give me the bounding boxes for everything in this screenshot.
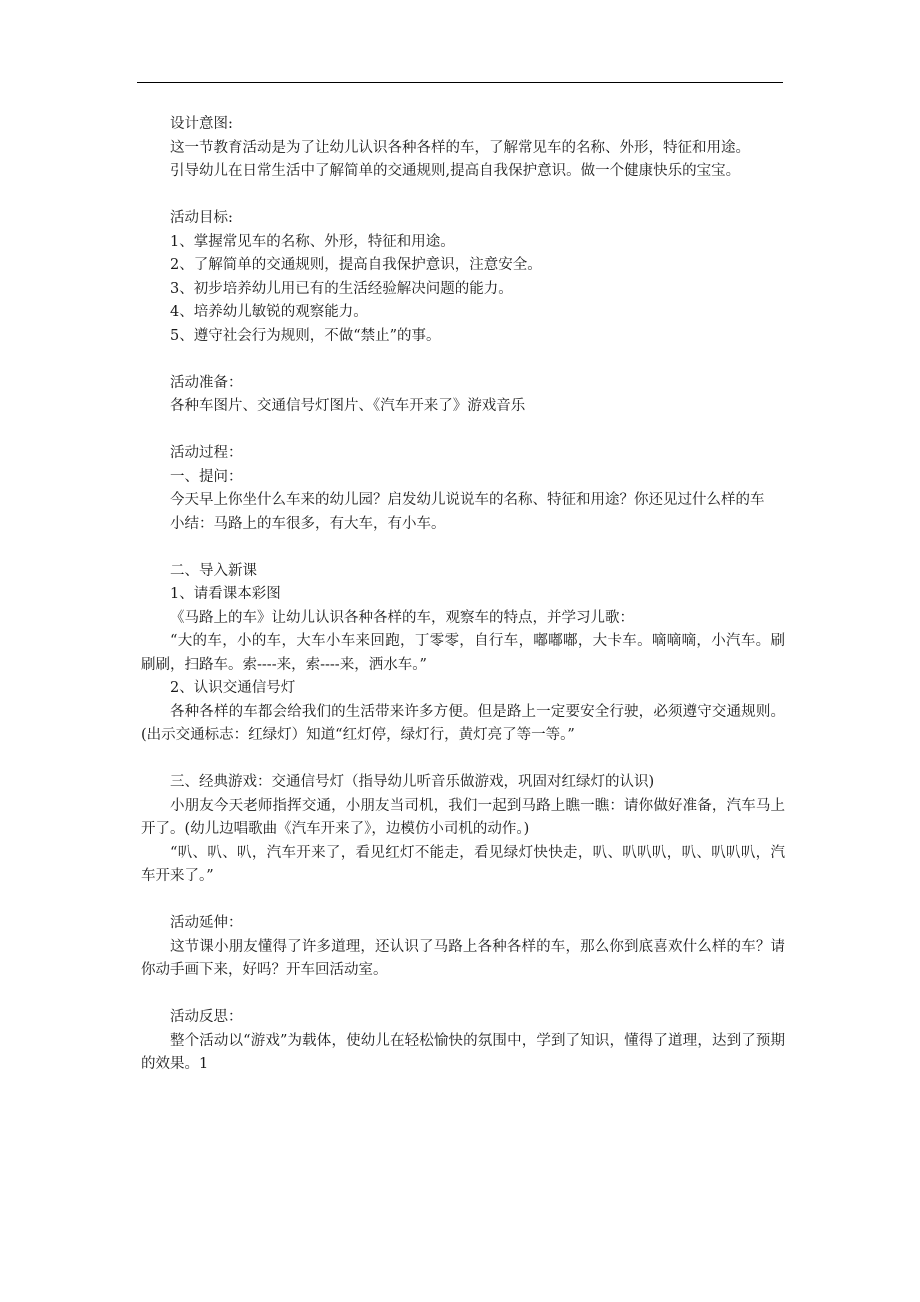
goal-item: 5、遵守社会行为规则，不做“禁止”的事。 — [170, 327, 441, 344]
section-title: 三、经典游戏：交通信号灯（指导幼儿听音乐做游戏，巩固对红绿灯的认识) — [170, 774, 655, 790]
prep-text: 各种车图片、交通信号灯图片、《汽车开来了》游戏音乐 — [170, 398, 526, 414]
process-heading: 活动过程： — [170, 445, 243, 461]
goal-item: 2、了解简单的交通规则，提高自我保护意识，注意安全。 — [170, 257, 542, 273]
process-paragraph: 各种各样的车都会给我们的生活带来许多方便。但是路上一定要安全行驶，必须遵守交通规则。(出示交通标志：红绿灯）知道“红灯停，绿灯行，黄灯亮了等一等。” — [141, 703, 785, 743]
song-lyrics: “叭、叭、叭，汽车开来了，看见红灯不能走，看见绿灯快快走，叭、叭叭叭，叭、叭叭叭，汽车开来了。” — [141, 844, 785, 884]
extension-text: 这节课小朋友懂得了许多道理，还认识了马路上各种各样的车，那么你到底喜欢什么样的车？请你动手画下来，好吗？开车回活动室。 — [141, 938, 785, 978]
prep-heading: 活动准备： — [170, 374, 243, 391]
process-paragraph: 今天早上你坐什么车来的幼儿园？启发幼儿说说车的名称、特征和用途？你还见过什么样的车 — [170, 492, 765, 508]
nursery-rhyme: “大的车，小的车，大车小车来回跑，丁零零，自行车，嘟嘟嘟，大卡车。嘀嘀嘀，小汽车。刷刷刷，扫路车。索----来，索----来，洒水车。” — [141, 633, 785, 673]
section-title: 一、提问： — [170, 468, 243, 485]
subsection-title: 1、请看课本彩图 — [170, 586, 281, 602]
goal-item: 3、初步培养幼儿用已有的生活经验解决问题的能力。 — [170, 280, 513, 297]
document-body — [141, 113, 785, 1077]
header-rule — [137, 82, 783, 83]
design-paragraph: 引导幼儿在日常生活中了解简单的交通规则,提高自我保护意识。做一个健康快乐的宝宝。 — [170, 163, 741, 179]
process-paragraph: 《马路上的车》让幼儿认识各种各样的车，观察车的特点，并学习儿歌： — [170, 609, 634, 626]
goals-heading: 活动目标: — [170, 210, 233, 226]
section-title: 二、导入新课 — [170, 562, 257, 579]
goal-item: 1、掌握常见车的名称、外形，特征和用途。 — [170, 233, 455, 250]
process-paragraph: 小结：马路上的车很多，有大车，有小车。 — [170, 515, 446, 532]
design-heading: 设计意图: — [170, 116, 233, 132]
reflection-heading: 活动反思： — [170, 1009, 243, 1025]
goal-item: 4、培养幼儿敏锐的观察能力。 — [170, 304, 368, 320]
reflection-text: 整个活动以“游戏”为载体，使幼儿在轻松愉快的氛围中，学到了知识，懂得了道理，达到了预期的效果。1 — [141, 1032, 785, 1072]
subsection-title: 2、认识交通信号灯 — [170, 680, 296, 696]
process-paragraph: 小朋友今天老师指挥交通，小朋友当司机，我们一起到马路上瞧一瞧：请你做好准备，汽车马上开了。(幼儿边唱歌曲《汽车开来了》，边模仿小司机的动作。) — [141, 797, 785, 837]
design-paragraph: 这一节教育活动是为了让幼儿认识各种各样的车，了解常见车的名称、外形，特征和用途。 — [170, 139, 750, 156]
extension-heading: 活动延伸： — [170, 915, 243, 931]
